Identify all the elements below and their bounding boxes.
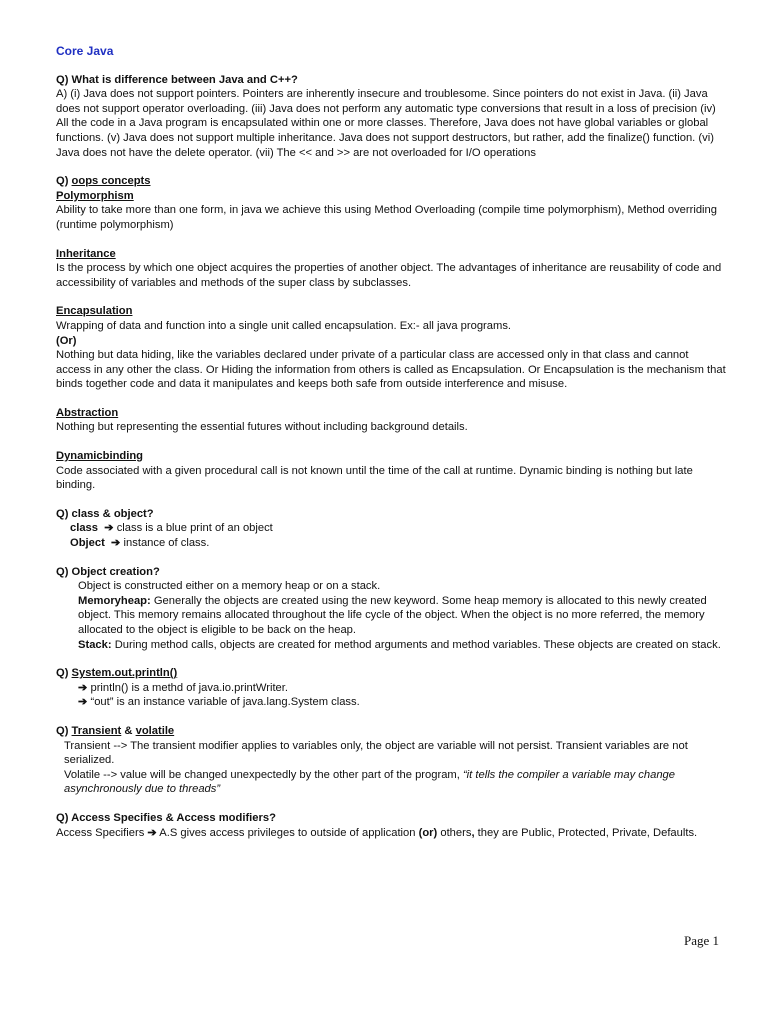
q2-prefix: Q) (56, 175, 72, 188)
right-arrow-icon: ➔ (78, 681, 88, 694)
class-term: class (70, 522, 98, 535)
q7-text-b: A.S gives access privileges to outside of application (156, 826, 419, 839)
memoryheap-text: Generally the objects are created using the new keyword. Some heap memory is allocated to this newly created object. This memory remains allocated throughout the life cycle of the object. When the object is no more referred, the memory allocated to the object is eligible to be back on the heap. (78, 594, 707, 636)
q4-section (56, 565, 726, 653)
q6-prefix: Q) (56, 724, 72, 737)
object-term: Object (70, 537, 105, 550)
right-arrow-icon: ➔ (104, 522, 114, 535)
q2-section (56, 174, 726, 493)
q5-line-2-text: “out” is an instance variable of java.lang.System class. (90, 696, 360, 709)
document-title: Core Java (56, 44, 114, 58)
encapsulation-heading: Encapsulation (56, 305, 133, 318)
q1-section (56, 73, 726, 161)
stack-text: During method calls, objects are created for method arguments and method variables. These objects are created on stack. (111, 638, 721, 651)
q7-or: (or) (418, 826, 438, 839)
encapsulation-or: (Or) (56, 334, 77, 347)
q7-comma: , (471, 826, 475, 839)
stack-term: Stack: (78, 638, 112, 651)
q7-answer (56, 826, 726, 841)
q6-label-volatile: volatile (135, 724, 175, 737)
q4-question: Q) Object creation? (56, 565, 160, 578)
q7-section (56, 811, 726, 840)
stack-para (56, 638, 726, 653)
polymorphism-text: Ability to take more than one form, in java we achieve this using Method Overloading (compile time polymorphism), Method overriding (runtime polymorphism) (56, 204, 717, 231)
abstraction-text: Nothing but representing the essential futures without including background details. (56, 421, 468, 434)
class-line (56, 521, 726, 536)
q7-question: Q) Access Specifies & Access modifiers? (56, 811, 276, 824)
volatile-para (56, 768, 726, 797)
q4-intro: Object is constructed either on a memory heap or on a stack. (78, 580, 381, 593)
volatile-quote: “it tells the compiler a variable may change asynchronously due to threads” (64, 768, 675, 796)
q5-prefix: Q) (56, 667, 72, 680)
q5-question (56, 666, 726, 681)
q6-amp: & (121, 724, 136, 737)
q1-answer: A) (i) Java does not support pointers. Pointers are inherently insecure and troublesome. Since pointers do not exist in Java. (ii) Java does not support operator overloading. (iii) Java does not perform any automatic type conversions that result in a loss of precision (iv) All the code in a Java program is encapsulated within one or more classes. Therefore, Java does not have global variables or global functions. (v) Java does not support multiple inheritance. Java does not support destructors, but rather, add the finalize() function. (vi) Java does not have the delete operator. (vii) The << and >> are not overloaded for I/O operations (56, 88, 716, 159)
q7-text-a: Access Specifiers (56, 826, 148, 839)
q3-section (56, 507, 726, 551)
transient-text: Transient --> The transient modifier applies to variables only, the object are variable will not persist. Transient variables are not serialized. (64, 739, 688, 767)
encapsulation-text-1: Wrapping of data and function into a single unit called encapsulation. Ex:- all java programs. (56, 319, 512, 332)
inheritance-heading: Inheritance (56, 247, 116, 260)
q6-question (56, 724, 726, 739)
q7-text-d: they are Public, Protected, Private, Defaults. (474, 826, 698, 839)
right-arrow-icon: ➔ (111, 537, 121, 550)
abstraction-heading: Abstraction (56, 406, 119, 419)
polymorphism-heading: Polymorphism (56, 189, 134, 202)
q7-text-c: others (437, 826, 472, 839)
inheritance-text: Is the process by which one object acquires the properties of another object. The advantages of inheritance are reusability of code and accessibility of variables and methods of the super class by subclasses. (56, 262, 722, 289)
memoryheap-term: Memoryheap: (78, 594, 151, 607)
q6-label-transient: Transient (71, 724, 122, 737)
class-text: class is a blue print of an object (116, 522, 273, 535)
volatile-text: Volatile --> value will be changed unexpectedly by the other part of the program, (64, 768, 463, 781)
dynamicbinding-text: Code associated with a given procedural call is not known until the time of the call at runtime. Dynamic binding is nothing but late binding. (56, 464, 693, 492)
q3-question: Q) class & object? (56, 507, 154, 520)
right-arrow-icon: ➔ (78, 696, 88, 709)
object-line (56, 536, 726, 551)
q2-question (56, 174, 726, 189)
q6-section (56, 724, 726, 797)
encapsulation-text-2: Nothing but data hiding, like the variables declared under private of a particular class are accessed only in that class and cannot access in any other the class. Or Hiding the information from others is called as Encapsulation. Or Encapsulation is the mechanism that binds together code and data it manipulates and keeps both safe from outside interference and misuse. (56, 349, 726, 391)
q5-line-1 (56, 681, 726, 696)
page-number: Page 1 (684, 933, 720, 948)
q5-line-1-text: println() is a methd of java.io.printWriter. (90, 681, 288, 694)
q5-line-2 (56, 695, 726, 710)
document-page (56, 44, 726, 840)
right-arrow-icon: ➔ (147, 826, 157, 839)
q1-question: Q) What is difference between Java and C++? (56, 73, 298, 86)
dynamicbinding-heading: Dynamicbinding (56, 450, 144, 463)
object-text: instance of class. (123, 537, 210, 550)
q5-label: System.out.println() (71, 667, 178, 680)
memoryheap-para (56, 594, 726, 638)
q5-section (56, 666, 726, 710)
q2-label: oops concepts (71, 175, 151, 188)
